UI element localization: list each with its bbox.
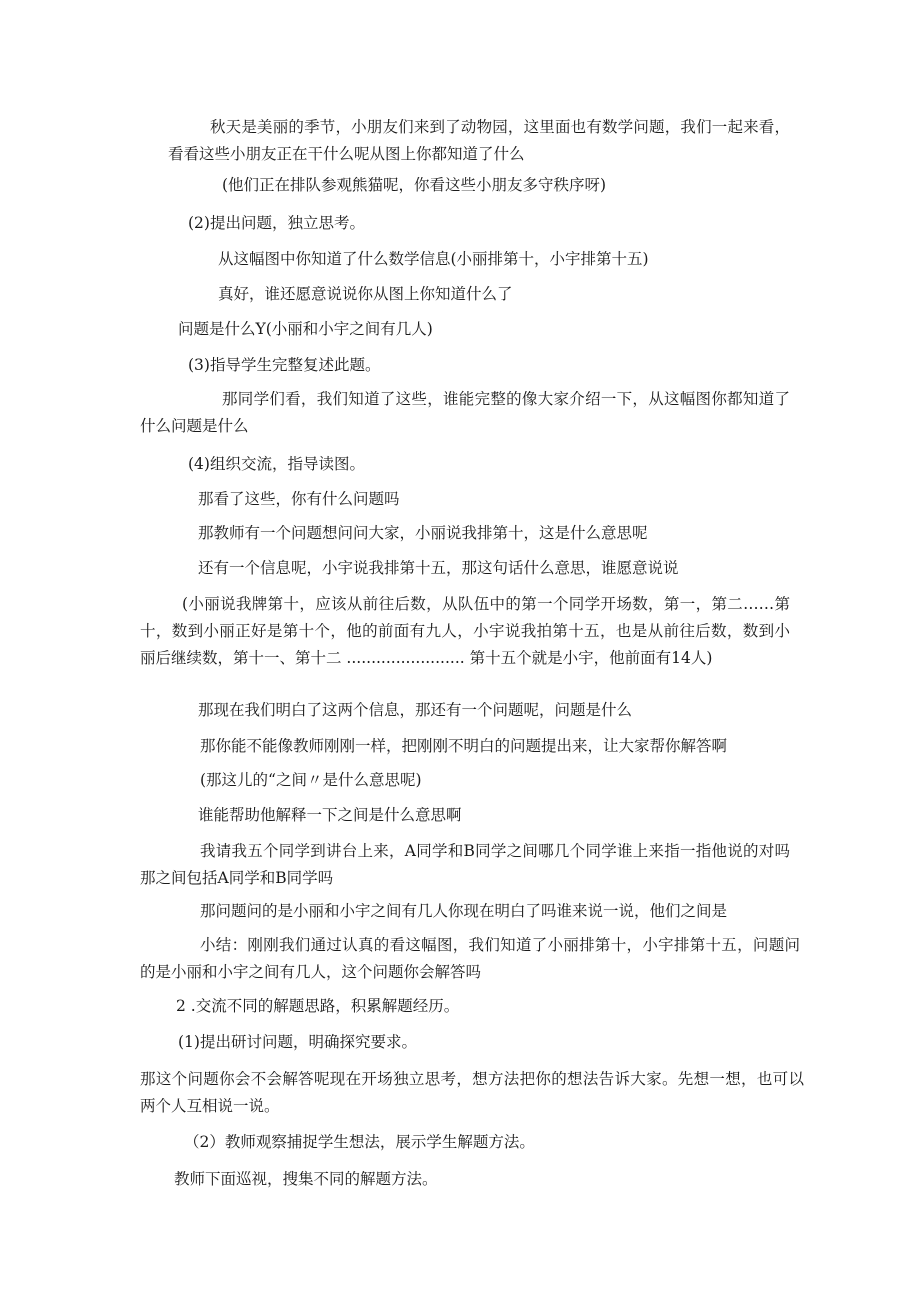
paragraph-heading: (3)指导学生完整复述此题。 bbox=[188, 356, 381, 374]
paragraph-heading: (1)提出研讨问题，明确探究要求。 bbox=[178, 1033, 417, 1051]
paragraph: (小丽说我牌第十，应该从前往后数，从队伍中的第一个同学开场数，第一，第二……第十，数到小丽正好是第十个，他的前面有九人，小宇说我拍第十五，也是从前往后数，数到小丽后继续数，第十一、第十二 ........................ 第十五个就是小宇，他前面有14人) bbox=[140, 595, 790, 667]
paragraph-heading: (2)提出问题，独立思考。 bbox=[188, 214, 365, 232]
paragraph: 那问题问的是小丽和小宇之间有几人你现在明白了吗谁来说一说，他们之间是 bbox=[200, 902, 728, 920]
paragraph: 那现在我们明白了这两个信息，那还有一个问题呢，问题是什么 bbox=[198, 701, 633, 719]
paragraph: 那看了这些，你有什么问题吗 bbox=[198, 490, 400, 508]
paragraph: (那这儿的“之间〃是什么意思呢) bbox=[200, 771, 422, 789]
paragraph-heading: （2）教师观察捕捉学生想法，展示学生解题方法。 bbox=[184, 1133, 535, 1151]
paragraph: 秋天是美丽的季节，小朋友们来到了动物园，这里面也有数学问题，我们一起来看，看看这些小朋友正在干什么呢从图上你都知道了什么 bbox=[168, 118, 790, 163]
paragraph: 那这个问题你会不会解答呢现在开场独立思考，想方法把你的想法告诉大家。先想一想，也可以两个人互相说一说。 bbox=[140, 1070, 804, 1115]
paragraph: 谁能帮助他解释一下之间是什么意思啊 bbox=[198, 806, 462, 824]
paragraph: 那教师有一个问题想问问大家，小丽说我排第十，这是什么意思呢 bbox=[198, 524, 648, 542]
paragraph: 小结：刚刚我们通过认真的看这幅图，我们知道了小丽排第十，小宇排第十五，问题问的是小丽和小宇之间有几人，这个问题你会解答吗 bbox=[140, 936, 800, 981]
paragraph: 我请我五个同学到讲台上来，A同学和B同学之间哪几个同学谁上来指一指他说的对吗那之间包括A同学和B同学吗 bbox=[140, 842, 790, 887]
paragraph: 真好，谁还愿意说说你从图上你知道什么了 bbox=[218, 285, 513, 303]
paragraph: 还有一个信息呢，小宇说我排第十五，那这句话什么意思，谁愿意说说 bbox=[198, 559, 679, 577]
paragraph-heading: (4)组织交流，指导读图。 bbox=[188, 455, 365, 473]
paragraph: 教师下面巡视，搜集不同的解题方法。 bbox=[174, 1170, 438, 1188]
paragraph: 从这幅图中你知道了什么数学信息(小丽排第十，小宇排第十五) bbox=[218, 250, 649, 268]
paragraph: 那同学们看，我们知道了这些，谁能完整的像大家介绍一下，从这幅图你都知道了什么问题是什么 bbox=[140, 390, 790, 435]
paragraph: (他们正在排队参观熊猫呢，你看这些小朋友多守秩序呀) bbox=[222, 176, 607, 194]
paragraph: 问题是什么Y(小丽和小宇之间有几人) bbox=[178, 320, 433, 338]
section-heading: 2 .交流不同的解题思路，积累解题经历。 bbox=[176, 997, 460, 1015]
paragraph: 那你能不能像教师刚刚一样，把刚刚不明白的问题提出来，让大家帮你解答啊 bbox=[200, 737, 728, 755]
